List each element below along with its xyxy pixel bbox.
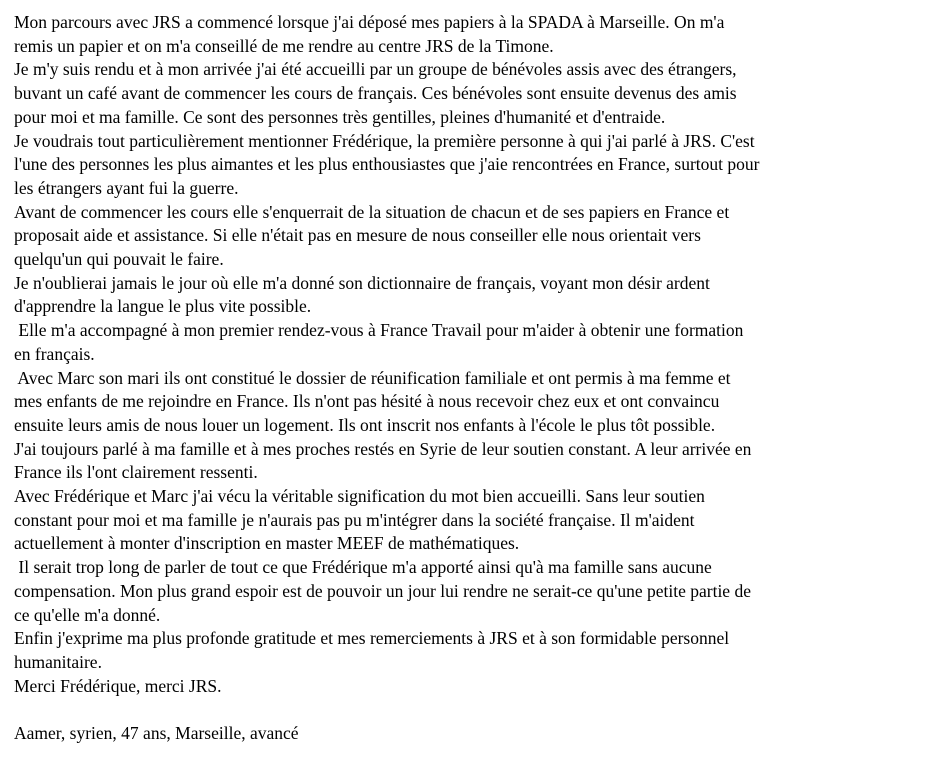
text-line: Avant de commencer les cours elle s'enquerrait de la situation de chacun et de ses papiers en France et	[14, 201, 730, 222]
text-line: humanitaire.	[14, 651, 102, 672]
text-line: Merci Frédérique, merci JRS.	[14, 675, 222, 696]
text-line-blank	[14, 698, 934, 722]
text-line: ensuite leurs amis de nous louer un logement. Ils ont inscrit nos enfants à l'école le plus tôt possible.	[14, 414, 716, 435]
text-line: Elle m'a accompagné à mon premier rendez-vous à France Travail pour m'aider à obtenir une formation	[14, 320, 744, 341]
text-line: buvant un café avant de commencer les cours de français. Ces bénévoles sont ensuite devenus des amis	[14, 83, 737, 104]
text-line: Il serait trop long de parler de tout ce que Frédérique m'a apporté ainsi qu'à ma famille sans aucune	[14, 557, 712, 578]
text-line: l'une des personnes les plus aimantes et les plus enthousiastes que j'aie rencontrées en France, surtout pour	[14, 154, 760, 175]
text-line: Avec Marc son mari ils ont constitué le dossier de réunification familiale et ont permis à ma femme et	[14, 367, 731, 388]
text-line: ce qu'elle m'a donné.	[14, 604, 161, 625]
text-line-signature: Aamer, syrien, 47 ans, Marseille, avancé	[14, 723, 299, 744]
text-line: quelqu'un qui pouvait le faire.	[14, 249, 224, 270]
text-line: en français.	[14, 343, 95, 364]
text-line: d'apprendre la langue le plus vite possible.	[14, 296, 312, 317]
text-line: Je voudrais tout particulièrement mentionner Frédérique, la première personne à qui j'ai parlé à JRS. C'est	[14, 130, 755, 151]
text-line: constant pour moi et ma famille je n'aurais pas pu m'intégrer dans la société française. Il m'aident	[14, 509, 695, 530]
text-line: actuellement à monter d'inscription en master MEEF de mathématiques.	[14, 533, 520, 554]
text-line: pour moi et ma famille. Ce sont des personnes très gentilles, pleines d'humanité et d'entraide.	[14, 106, 666, 127]
text-line: Enfin j'exprime ma plus profonde gratitude et mes remerciements à JRS et à son formidable personnel	[14, 628, 730, 649]
text-line: Avec Frédérique et Marc j'ai vécu la véritable signification du mot bien accueilli. Sans leur soutien	[14, 486, 705, 507]
text-line: Mon parcours avec JRS a commencé lorsque j'ai déposé mes papiers à la SPADA à Marseille. On m'a	[14, 12, 725, 32]
text-line: J'ai toujours parlé à ma famille et à mes proches restés en Syrie de leur soutien constant. A leur arrivée en	[14, 438, 752, 459]
text-line: remis un papier et on m'a conseillé de me rendre au centre JRS de la Timone.	[14, 35, 554, 56]
text-line: mes enfants de me rejoindre en France. Ils n'ont pas hésité à nous recevoir chez eux et ont convaincu	[14, 391, 720, 412]
text-line: proposait aide et assistance. Si elle n'était pas en mesure de nous conseiller elle nous orientait vers	[14, 225, 701, 246]
text-line: les étrangers ayant fui la guerre.	[14, 177, 239, 198]
text-line: France ils l'ont clairement ressenti.	[14, 462, 258, 483]
text-line: Je m'y suis rendu et à mon arrivée j'ai été accueilli par un groupe de bénévoles assis avec des étrangers,	[14, 59, 737, 80]
text-line: Je n'oublierai jamais le jour où elle m'a donné son dictionnaire de français, voyant mon désir ardent	[14, 272, 710, 293]
text-line: compensation. Mon plus grand espoir est de pouvoir un jour lui rendre ne serait-ce qu'une petite partie de	[14, 580, 751, 601]
